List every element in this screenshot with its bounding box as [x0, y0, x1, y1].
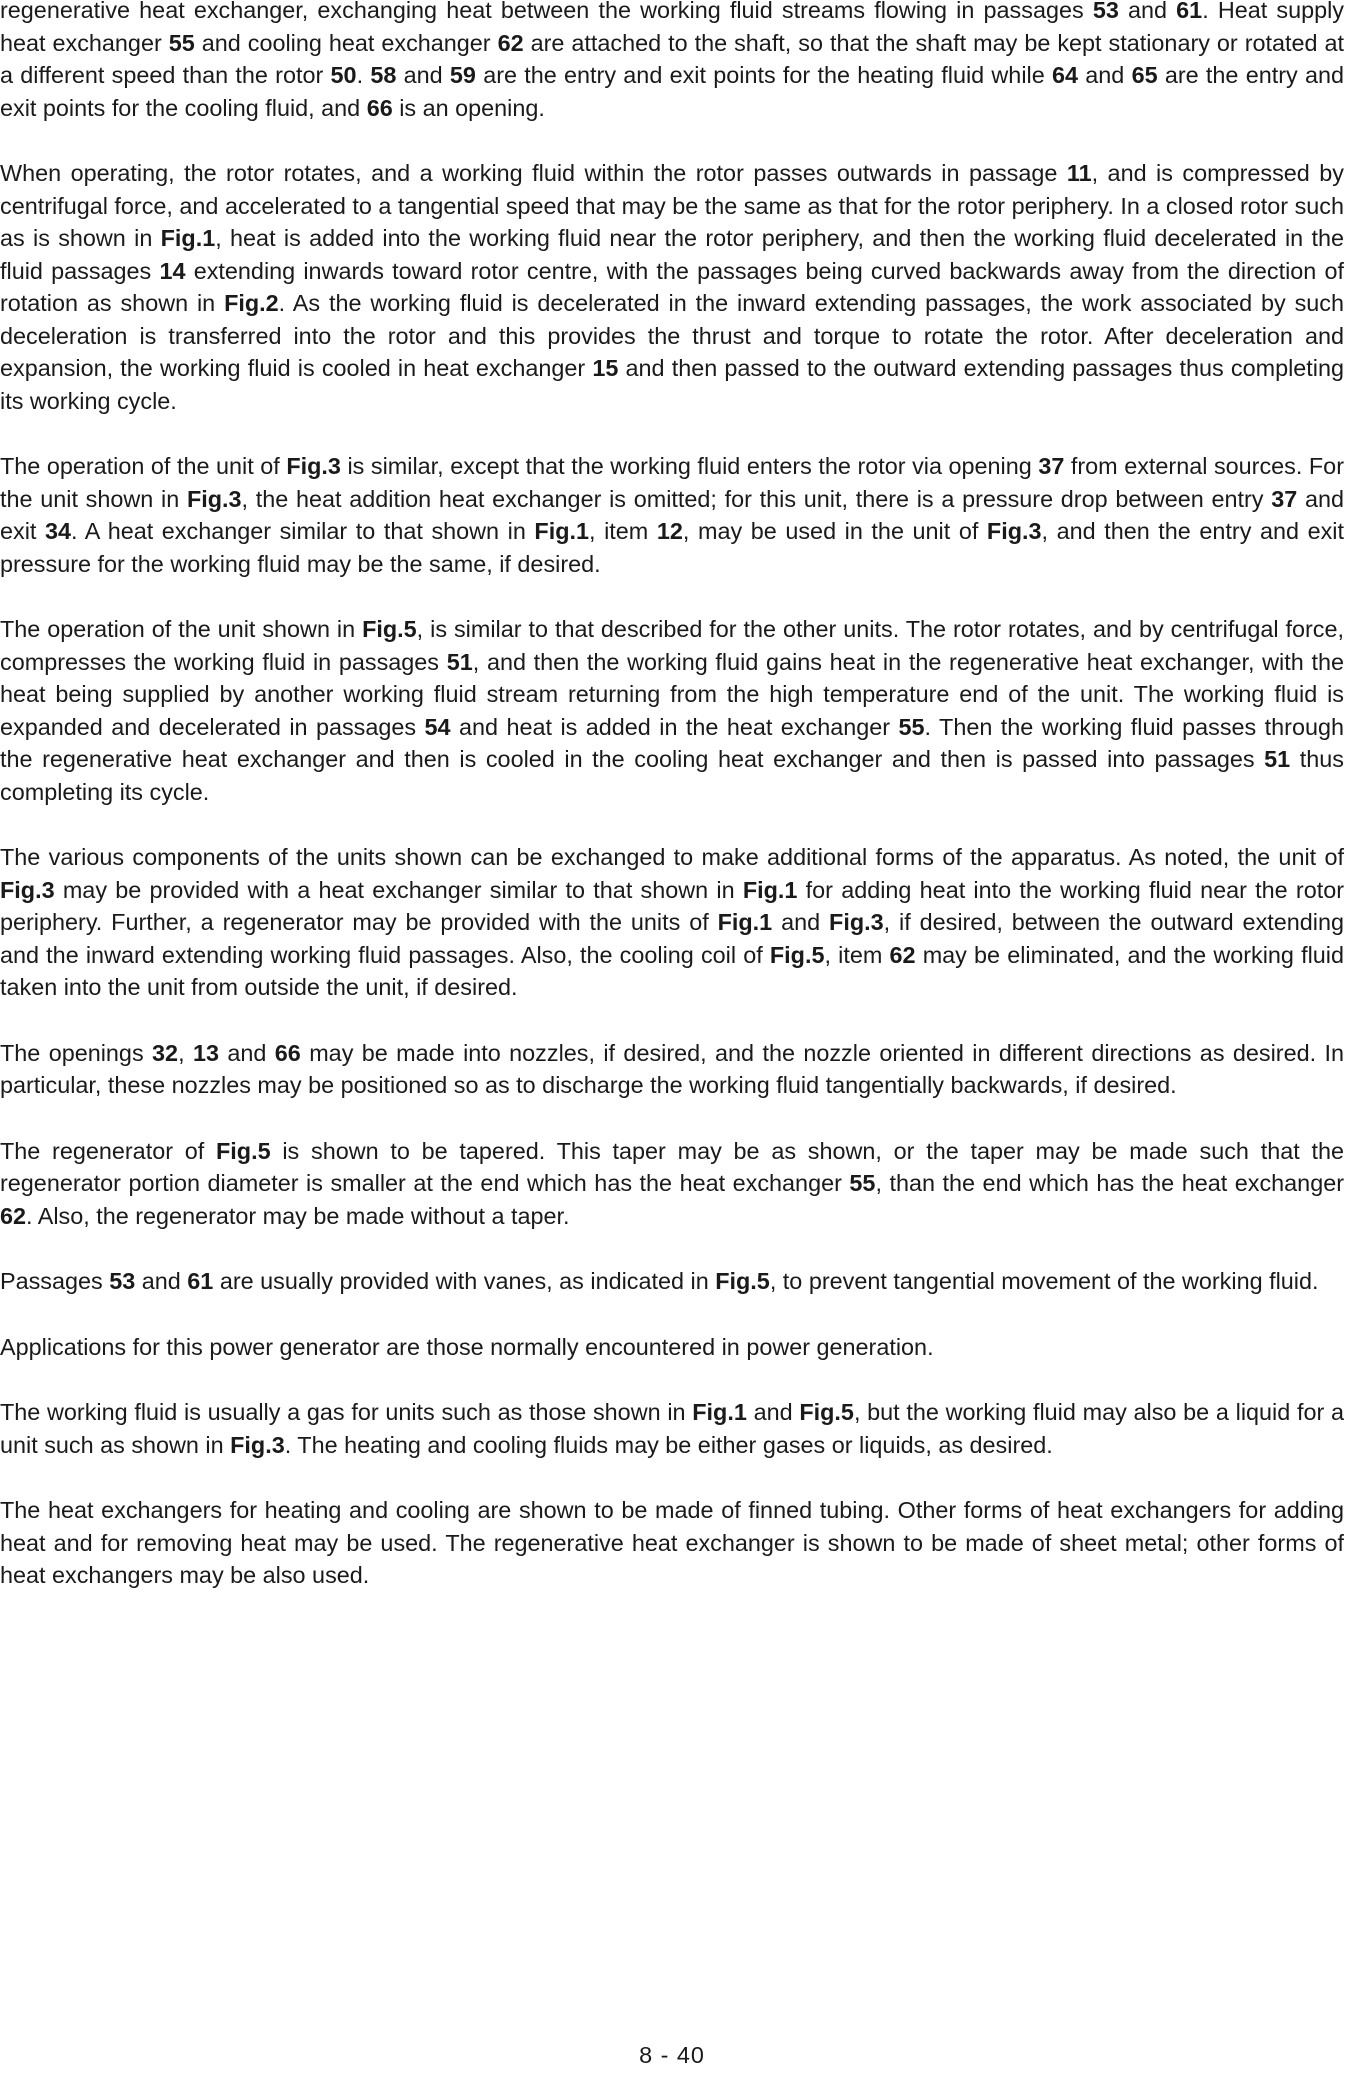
paragraph [0, 1037, 1344, 1102]
text-run: The various components of the units shown can be exchanged to make additional forms of the apparatus. As noted, the unit of [0, 844, 1344, 870]
reference-label: 53 [109, 1268, 136, 1294]
reference-label: 62 [889, 941, 916, 968]
paragraph [0, 1265, 1344, 1298]
text-run: is similar, except that the working fluid enters the rotor via opening [340, 453, 1039, 479]
text-run: and heat is added in the heat exchanger [450, 713, 899, 740]
reference-label: 66 [274, 1039, 301, 1066]
text-run: The operation of the unit of [0, 453, 287, 479]
reference-label: 15 [592, 355, 619, 381]
text-run: When operating, the rotor rotates, and a working fluid within the rotor passes outwards in passage [0, 160, 1067, 186]
paragraph [0, 841, 1344, 1004]
text-run: , heat is added into the working fluid near the rotor periphery, and then the working fluid decelerated in the fluid passages [0, 225, 1344, 284]
text-run: , to prevent tangential movement of the working fluid. [769, 1268, 1319, 1294]
reference-label: Fig.1 [534, 518, 590, 544]
reference-label: 61 [187, 1268, 214, 1294]
reference-label: 55 [849, 1170, 876, 1196]
text-run: may be provided with a heat exchanger similar to that shown in [54, 876, 743, 903]
reference-label: 65 [1131, 62, 1158, 88]
text-run: . The heating and cooling fluids may be either gases or liquids, as desired. [284, 1431, 1053, 1458]
text-run: , [178, 1039, 193, 1066]
paragraph [0, 450, 1344, 580]
text-run: Applications for this power generator are those normally encountered in power generation. [0, 1333, 934, 1360]
text-run: . A heat exchanger similar to that shown in [71, 518, 535, 544]
reference-label: Fig.5 [216, 1137, 271, 1164]
paragraph [0, 1494, 1344, 1592]
text-run: The regenerator of [0, 1137, 217, 1164]
text-run: are usually provided with vanes, as indicated in [213, 1268, 716, 1294]
text-run: , item [589, 518, 657, 544]
reference-label: 14 [159, 257, 186, 284]
text-run: , item [824, 941, 890, 968]
reference-label: Fig.3 [230, 1431, 285, 1458]
text-run: and [1118, 0, 1177, 23]
text-run: thus completing its cycle. [0, 746, 1344, 805]
text-run: and [218, 1039, 275, 1066]
paragraph [0, 157, 1344, 417]
reference-label: Fig.3 [986, 518, 1042, 544]
text-run: is shown to be tapered. This taper may be as shown, or the taper may be made such that the regenerator portion diameter is smaller at the end which has the heat exchanger [0, 1137, 1344, 1196]
text-run: , is similar to that described for the other units. The rotor rotates, and by centrifugal force, compresses the working fluid in passages [0, 616, 1345, 675]
text-run: and [396, 62, 450, 88]
text-run: The openings [0, 1039, 153, 1066]
reference-label: Fig.3 [0, 876, 55, 903]
reference-label: Fig.1 [160, 225, 216, 251]
text-run: are the entry and exit points for the cooling fluid, and [0, 62, 1344, 121]
reference-label: 58 [370, 62, 397, 88]
text-run: . Also, the regenerator may be made without a taper. [26, 1202, 570, 1229]
reference-label: Fig.3 [286, 453, 341, 479]
text-run: are the entry and exit points for the heating fluid while [475, 62, 1052, 88]
text-run: are attached to the shaft, so that the shaft may be kept stationary or rotated at a different speed than the rotor [0, 29, 1345, 88]
reference-label: Fig.3 [186, 485, 242, 512]
reference-label: 55 [898, 713, 925, 740]
text-run: and [746, 1399, 800, 1425]
reference-label: 13 [192, 1039, 219, 1066]
paragraph [0, 0, 1344, 124]
text-run: , the heat addition heat exchanger is omitted; for this unit, there is a pressure drop between entry [241, 485, 1272, 512]
reference-label: 62 [0, 1202, 27, 1229]
text-run: and cooling heat exchanger [194, 29, 498, 56]
reference-label: Fig.1 [742, 876, 798, 903]
reference-label: 54 [424, 713, 451, 740]
paragraph [0, 613, 1344, 808]
reference-label: 62 [497, 29, 524, 56]
text-run: and then passed to the outward extending passages thus completing its working cycle. [0, 355, 1344, 414]
reference-label: 66 [366, 94, 393, 121]
reference-label: Fig.1 [717, 909, 773, 935]
text-run: regenerative heat exchanger, exchanging heat between the working fluid streams flowing in passages [0, 0, 1093, 23]
text-run: The operation of the unit shown in [0, 616, 363, 642]
text-run: , but the working fluid may also be a liquid for a unit such as shown in [0, 1399, 1345, 1458]
text-run: The heat exchangers for heating and cooling are shown to be made of finned tubing. Other forms of heat exchangers for adding heat and for removing heat may be used. The regenerative heat exchanger is shown to be made of sheet metal; other forms of heat exchangers may be also used. [0, 1497, 1344, 1588]
reference-label: 55 [168, 29, 195, 56]
reference-label: 53 [1092, 0, 1119, 23]
reference-label: Fig.5 [769, 941, 825, 968]
paragraph [0, 1331, 1344, 1364]
reference-label: Fig.3 [829, 909, 884, 935]
text-run: . Then the working fluid passes through the regenerative heat exchanger and then is cooled in the cooling heat exchanger and then is passed into passages [0, 713, 1344, 772]
text-run: extending inwards toward rotor centre, with the passages being curved backwards away from the direction of rotation as shown in [0, 257, 1344, 316]
text-run: from external sources. For the unit shown in [0, 453, 1344, 512]
text-run: , and then the entry and exit pressure for the working fluid may be the same, if desired. [0, 518, 1344, 577]
text-run: , may be used in the unit of [682, 518, 987, 544]
text-run: , and is compressed by centrifugal force, and accelerated to a tangential speed that may be the same as that for the rotor periphery. In a closed rotor such as is shown in [0, 160, 1345, 251]
reference-label: 64 [1051, 62, 1079, 88]
text-run: may be made into nozzles, if desired, and the nozzle oriented in different directions as desired. In particular, these nozzles may be positioned so as to discharge the working fluid tangentially backwards, if desired. [0, 1039, 1344, 1098]
reference-label: 37 [1038, 453, 1065, 479]
text-run: and exit [0, 485, 1344, 544]
reference-label: 50 [330, 62, 357, 88]
reference-label: 34 [44, 518, 72, 544]
reference-label: 59 [449, 62, 476, 88]
text-run: and [1078, 62, 1132, 88]
text-run: . As the working fluid is decelerated in the inward extending passages, the work associated by such deceleration is transferred into the rotor and this provides the thrust and torque to rotate the rotor. After deceleration and expansion, the working fluid is cooled in heat exchanger [0, 290, 1344, 381]
text-run: , if desired, between the outward extending and the inward extending working fluid passages. Also, the cooling coil of [0, 909, 1345, 968]
text-run: and [135, 1268, 188, 1294]
text-run: and [772, 909, 830, 935]
reference-label: 61 [1176, 0, 1203, 23]
reference-label: 32 [152, 1039, 179, 1066]
text-run: . [356, 62, 371, 88]
page-number: 8 - 40 [639, 2042, 705, 2068]
reference-label: 51 [446, 648, 473, 675]
reference-label: 51 [1264, 746, 1291, 772]
reference-label: 12 [656, 518, 683, 544]
reference-label: Fig.2 [224, 290, 279, 316]
text-run: for adding heat into the working fluid near the rotor periphery. Further, a regenerator may be provided with the units of [0, 876, 1345, 935]
text-run: The working fluid is usually a gas for units such as those shown in [0, 1399, 693, 1425]
text-run: is an opening. [392, 94, 545, 121]
reference-label: Fig.5 [362, 616, 417, 642]
reference-label: 11 [1066, 160, 1092, 186]
reference-label: 37 [1271, 485, 1298, 512]
reference-label: Fig.1 [692, 1399, 747, 1425]
text-run: , than the end which has the heat exchanger [875, 1170, 1345, 1196]
paragraph [0, 1396, 1344, 1461]
reference-label: Fig.5 [799, 1399, 854, 1425]
text-run: , and then the working fluid gains heat in the regenerative heat exchanger, with the heat being supplied by another working fluid stream returning from the high temperature end of the unit. The working fluid is expanded and decelerated in passages [0, 648, 1344, 740]
reference-label: Fig.5 [715, 1268, 770, 1294]
text-run: may be eliminated, and the working fluid taken into the unit from outside the unit, if desired. [0, 941, 1345, 1000]
text-run: . Heat supply heat exchanger [0, 0, 1344, 56]
text-run: Passages [0, 1268, 110, 1294]
paragraph [0, 1135, 1344, 1233]
